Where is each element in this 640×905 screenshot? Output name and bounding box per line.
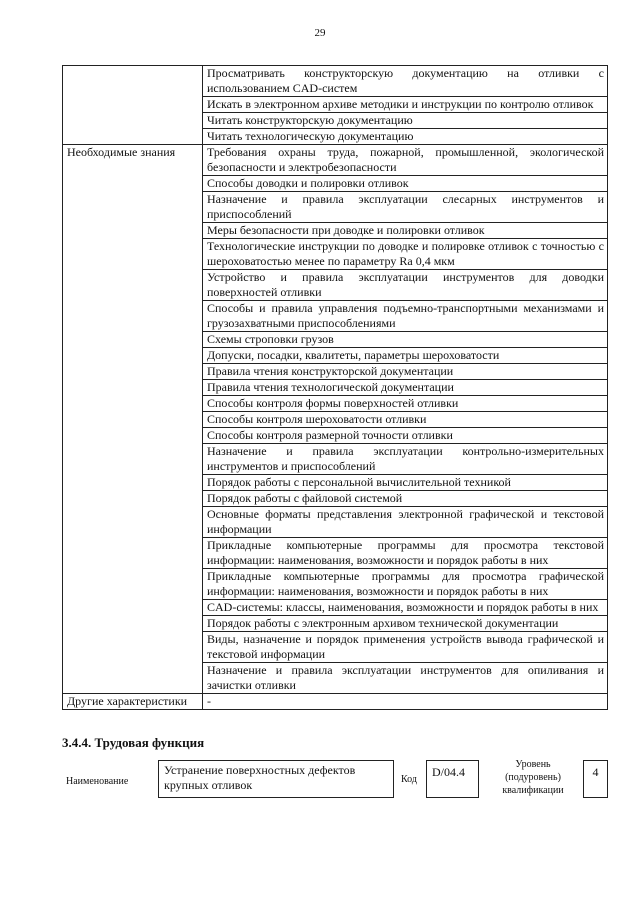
row-item: Порядок работы с персональной вычислительной техникой <box>203 475 608 491</box>
row-item: Способы доводки и полировки отливок <box>203 176 608 192</box>
row-item: Технологические инструкции по доводке и полировке отливок с точностью с шероховатостью менее по параметру Ra 0,4 мкм <box>203 239 608 270</box>
row-item: Назначение и правила эксплуатации инструментов для опиливания и зачистки отливки <box>203 663 608 694</box>
name-value-box: Устранение поверхностных дефектов крупных отливок <box>158 760 394 798</box>
row-item: Способы контроля шероховатости отливки <box>203 412 608 428</box>
row-item: Основные форматы представления электронной графической и текстовой информации <box>203 507 608 538</box>
code-label: Код <box>401 774 417 785</box>
row-item: Читать конструкторскую документацию <box>203 113 608 129</box>
row-label: Другие характеристики <box>63 694 203 710</box>
row-item: Читать технологическую документацию <box>203 129 608 145</box>
row-item: Схемы строповки грузов <box>203 332 608 348</box>
row-item: Способы контроля формы поверхностей отливки <box>203 396 608 412</box>
knowledge-table <box>62 65 608 710</box>
row-item: Назначение и правила эксплуатации слесарных инструментов и приспособлений <box>203 192 608 223</box>
row-item: Порядок работы с файловой системой <box>203 491 608 507</box>
row-item: Виды, назначение и порядок применения устройств вывода графической и текстовой информации <box>203 632 608 663</box>
row-item: Способы контроля размерной точности отливки <box>203 428 608 444</box>
row-item: Правила чтения конструкторской документации <box>203 364 608 380</box>
table-row <box>63 66 608 97</box>
row-item: Назначение и правила эксплуатации контрольно-измерительных инструментов и приспособлений <box>203 444 608 475</box>
row-item: Искать в электронном архиве методики и инструкции по контролю отливок <box>203 97 608 113</box>
section-title: 3.4.4. Трудовая функция <box>62 735 205 750</box>
labor-function-header <box>62 760 608 810</box>
row-item: Способы и правила управления подъемно-транспортными механизмами и грузозахватными приспособлениями <box>203 301 608 332</box>
table-row <box>63 145 608 176</box>
row-item: - <box>203 694 608 710</box>
row-label: Необходимые знания <box>63 145 203 694</box>
row-item: Меры безопасности при доводке и полировки отливок <box>203 223 608 239</box>
row-item: Просматривать конструкторскую документацию на отливки с использованием CAD-систем <box>203 66 608 97</box>
name-label: Наименование <box>66 776 129 787</box>
row-item: Правила чтения технологической документации <box>203 380 608 396</box>
level-label: Уровень (подуровень) квалификации <box>502 759 564 796</box>
level-value-box: 4 <box>583 760 608 798</box>
row-item: Порядок работы с электронным архивом технической документации <box>203 616 608 632</box>
row-item: Прикладные компьютерные программы для просмотра графической информации: наименования, возможности и порядок работы в них <box>203 569 608 600</box>
row-label <box>63 66 203 145</box>
row-item: Допуски, посадки, квалитеты, параметры шероховатости <box>203 348 608 364</box>
table-row <box>63 694 608 710</box>
row-item: CAD-системы: классы, наименования, возможности и порядок работы в них <box>203 600 608 616</box>
row-item: Прикладные компьютерные программы для просмотра текстовой информации: наименования, возможности и порядок работы в них <box>203 538 608 569</box>
page-number: 29 <box>314 27 326 39</box>
row-item: Устройство и правила эксплуатации инструментов для доводки поверхностей отливки <box>203 270 608 301</box>
row-item: Требования охраны труда, пожарной, промышленной, экологической безопасности и электробезопасности <box>203 145 608 176</box>
code-value-box: D/04.4 <box>426 760 479 798</box>
